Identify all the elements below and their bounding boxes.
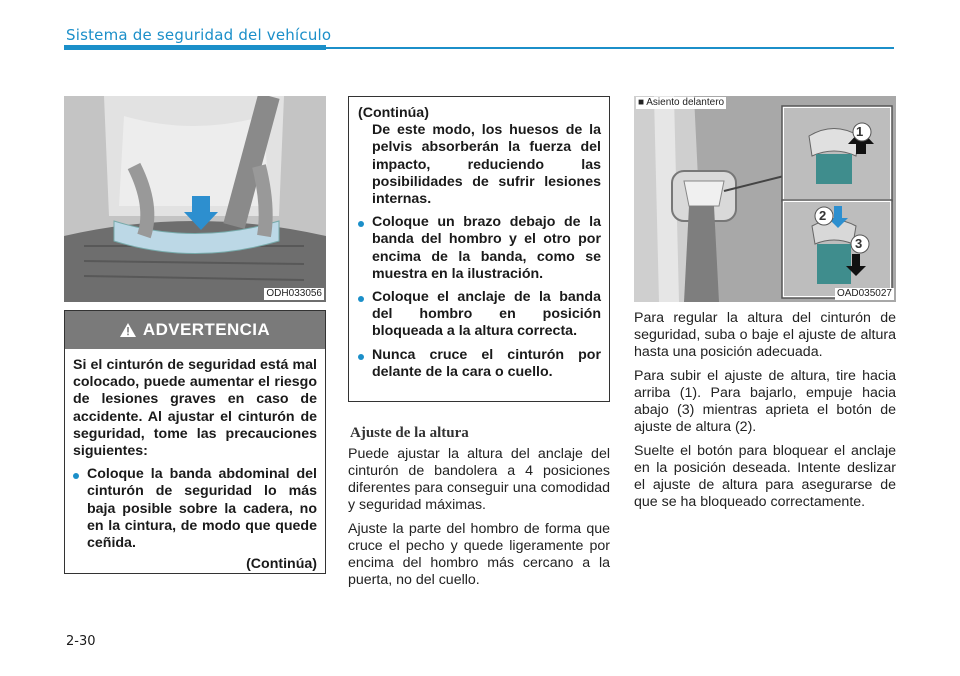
height-section-title: Ajuste de la altura [350, 425, 469, 441]
warning-box [64, 310, 326, 574]
height-paragraph: Puede ajustar la altura del anclaje del cinturón de bandolera a 4 posiciones diferentes para conseguir una comodidad y seguridad máximas. [348, 446, 610, 513]
warning-bullet-text: Coloque la banda abdominal del cinturón de seguridad lo más baja posible sobre la cadera, no en la cintura, de modo que quede ceñida. [87, 466, 317, 552]
continued-heading: (Continúa) [358, 105, 429, 121]
seatbelt-lap-illustration [64, 96, 326, 302]
warning-intro: Si el cinturón de seguridad está mal colocado, puede aumentar el riesgo de lesiones graves en caso de accidente. Al ajustar el cinturón de seguridad, tome las precauciones siguientes: [73, 357, 317, 460]
right-paragraph: Para regular la altura del cinturón de seguridad, suba o baje el ajuste de altura hasta una posición adecuada. [634, 310, 896, 360]
continued-bullet [358, 347, 601, 381]
continued-bullet-text: Coloque un brazo debajo de la banda del hombro y el otro por encima de la banda, como se muestra en la ilustración. [372, 214, 601, 282]
lap-belt-drawing [64, 96, 326, 302]
continued-text: De este modo, los huesos de la pelvis absorberán la fuerza del impacto, reduciendo las posibilidades de sufrir lesiones internas. [372, 122, 601, 208]
continued-bullet [358, 214, 601, 283]
callout-3: 3 [855, 236, 863, 251]
page-number: 2-30 [66, 634, 96, 649]
bullet-dot-icon [358, 296, 364, 302]
continued-bullet-text: Nunca cruce el cinturón por delante de la cara o cuello. [372, 346, 601, 380]
callout-1: 1 [856, 124, 864, 139]
figure-code: ODH033056 [266, 288, 322, 299]
figure-code: OAD035027 [836, 288, 892, 299]
continued-bullet [358, 289, 601, 341]
height-section-body [348, 446, 610, 596]
right-paragraph: Para subir el ajuste de altura, tire hacia arriba (1). Para bajarlo, empuje hacia abajo (3) mientras aprieta el botón de ajuste de altura (2). [634, 368, 896, 435]
bullet-dot-icon [358, 221, 364, 227]
section-header-title: Sistema de seguridad del vehículo [66, 26, 332, 44]
bullet-dot-icon [358, 354, 364, 360]
warning-continues: (Continúa) [246, 556, 317, 573]
bullet-dot-icon [73, 473, 79, 479]
height-adjuster-illustration [634, 96, 896, 302]
warning-triangle-icon [120, 323, 136, 337]
warning-heading: ADVERTENCIA [142, 320, 271, 339]
header-accent-bar [64, 45, 326, 50]
header-rule [326, 47, 894, 49]
continued-warning-box [348, 96, 610, 402]
right-paragraph: Suelte el botón para bloquear el anclaje en la posición deseada. Intente deslizar el ajuste de altura para asegurarse de que se ha bloqueado correctamente. [634, 443, 896, 510]
continued-bullet-text: Coloque el anclaje de la banda del hombro en posición bloqueada a la altura correcta. [372, 289, 601, 340]
right-column-body [634, 310, 896, 518]
height-paragraph: Ajuste la parte del hombro de forma que cruce el pecho y quede ligeramente por encima del hombro más cercano a la puerta, no del cuello. [348, 521, 610, 588]
warning-header [65, 311, 325, 349]
callout-2: 2 [819, 208, 827, 223]
warning-bullet [73, 466, 317, 552]
figure-caption: ■ Asiento delantero [638, 97, 725, 108]
